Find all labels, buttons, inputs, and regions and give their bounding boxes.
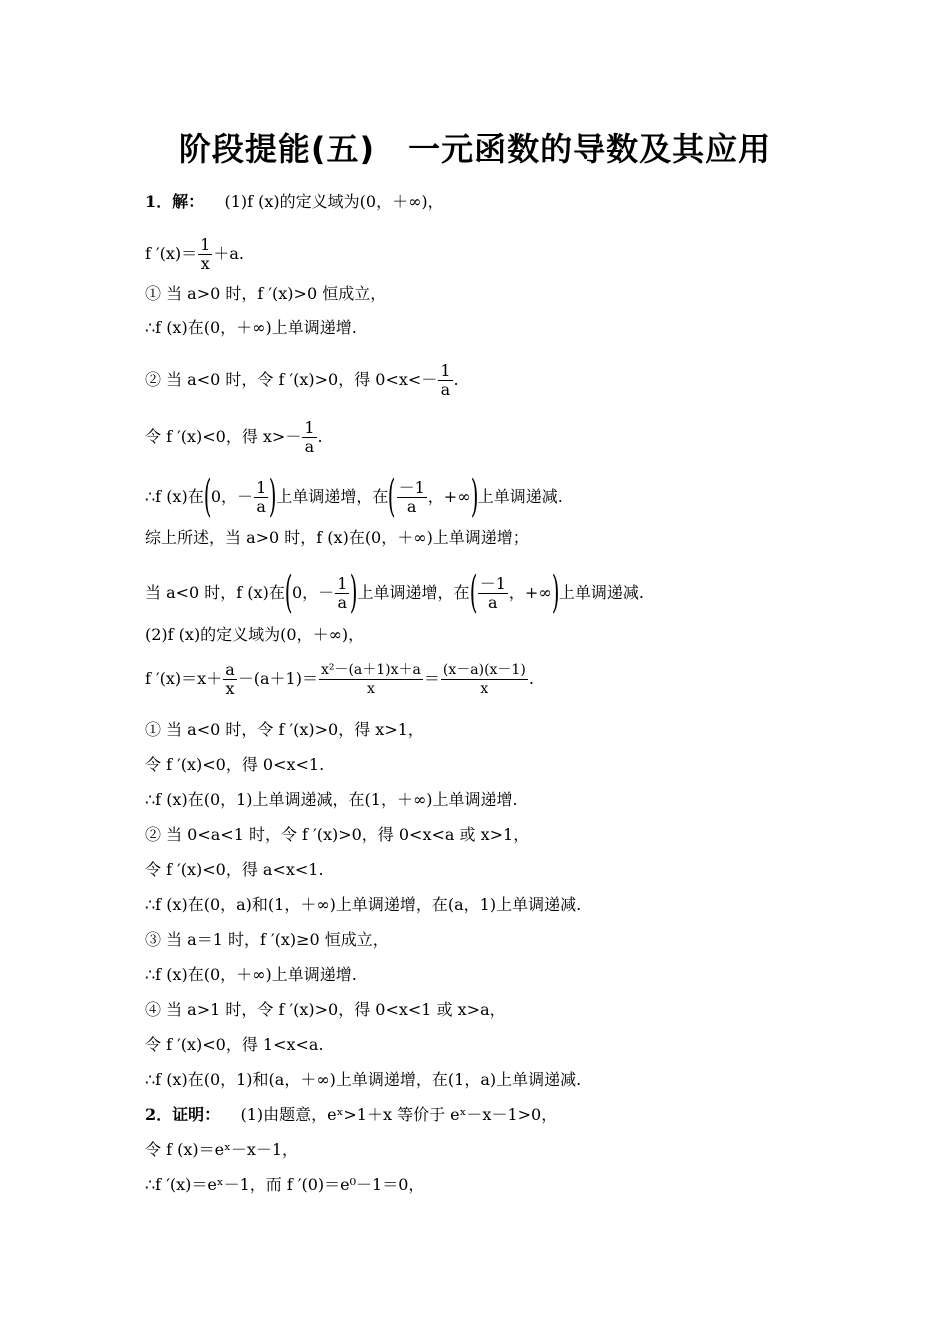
problem-2-header	[145, 1104, 557, 1126]
text: －(a＋1)＝	[237, 669, 318, 688]
fraction	[397, 479, 427, 516]
text: f ′(x)＝x＋	[145, 669, 223, 688]
denominator: a	[256, 496, 266, 516]
fraction	[438, 362, 452, 399]
fraction	[198, 236, 212, 273]
left-paren: (	[203, 471, 212, 522]
numerator: 1	[440, 361, 451, 380]
line-24: 令 f (x)＝eˣ－x－1，	[145, 1140, 299, 1159]
page-title: 阶段提能(五) 一元函数的导数及其应用	[178, 130, 772, 168]
text: 上单调递增，在	[276, 487, 389, 506]
interval-text: ，+∞	[427, 487, 471, 506]
numerator: －1	[398, 477, 425, 497]
text: .	[317, 427, 323, 446]
problem-1-text: (1)f (x)的定义域为(0，＋∞)，	[224, 192, 444, 211]
interval-text: 0，－	[292, 583, 335, 602]
denominator: x	[480, 681, 489, 697]
right-paren: )	[470, 471, 478, 522]
line-18: ③ 当 a＝1 时，f ′(x)≥0 恒成立，	[145, 930, 389, 949]
line-22: ∴f (x)在(0，1)和(a，＋∞)上单调递增，在(1，a)上单调递减.	[145, 1070, 582, 1089]
problem-1-label: 1．解：	[145, 192, 205, 211]
text: ＝	[423, 669, 440, 688]
fraction	[302, 419, 316, 456]
line-20: ④ 当 a>1 时，令 f ′(x)>0，得 0<x<1 或 x>a，	[145, 1000, 506, 1019]
right-paren: )	[268, 471, 277, 522]
denominator: x	[366, 681, 375, 697]
fraction	[335, 575, 349, 612]
fraction	[478, 575, 508, 612]
fraction	[223, 661, 237, 698]
numerator: 1	[200, 235, 211, 254]
denominator: a	[488, 592, 498, 612]
left-paren: (	[469, 567, 478, 618]
right-paren: )	[551, 567, 560, 618]
interval-text: 0，－	[210, 487, 254, 506]
text: 上单调递减.	[477, 487, 563, 506]
fraction	[441, 661, 528, 698]
denominator: a	[406, 496, 417, 516]
text: .	[453, 370, 459, 389]
text: .	[528, 669, 534, 688]
problem-1-header	[145, 191, 444, 213]
line-16: 令 f ′(x)<0，得 a<x<1.	[145, 860, 324, 879]
interval-text: ，+∞	[508, 583, 552, 602]
text: 上单调递减.	[558, 583, 644, 602]
line-17: ∴f (x)在(0，a)和(1，＋∞)上单调递增，在(a，1)上单调递减.	[145, 895, 582, 914]
denominator: a	[304, 437, 315, 456]
denominator: x	[225, 679, 235, 698]
line-19: ∴f (x)在(0，＋∞)上单调递增.	[145, 965, 357, 984]
denominator: a	[440, 380, 451, 399]
line-15: ② 当 0<a<1 时，令 f ′(x)>0，得 0<x<a 或 x>1，	[145, 825, 530, 844]
right-paren: )	[350, 567, 358, 618]
denominator: a	[337, 592, 348, 612]
text: 当 a<0 时，f (x)在	[145, 583, 285, 602]
line-14: ∴f (x)在(0，1)上单调递减，在(1，＋∞)上单调递增.	[145, 790, 518, 809]
problem-2-text: (1)由题意，eˣ>1＋x 等价于 eˣ－x－1>0，	[240, 1105, 558, 1124]
line-9	[145, 567, 644, 618]
line-6	[145, 419, 323, 456]
text: f ′(x)＝	[145, 244, 198, 263]
line-3: ① 当 a>0 时，f ′(x)>0 恒成立，	[145, 284, 387, 303]
line-11	[145, 661, 534, 698]
denominator: x	[200, 254, 210, 273]
text: ＋a.	[213, 244, 244, 263]
line-7	[145, 471, 563, 522]
fraction	[254, 479, 268, 516]
left-paren: (	[388, 471, 396, 522]
numerator: a	[225, 660, 235, 679]
line-12: ① 当 a<0 时，令 f ′(x)>0，得 x>1，	[145, 720, 424, 739]
line-5	[145, 362, 459, 399]
numerator: 1	[337, 573, 348, 593]
problem-2-label: 2．证明：	[145, 1105, 221, 1124]
line-10: (2)f (x)的定义域为(0，＋∞)，	[145, 625, 365, 644]
numerator: 1	[304, 418, 315, 437]
line-derivative	[145, 236, 244, 273]
fraction	[319, 661, 423, 698]
text: ∴f (x)在	[145, 487, 204, 506]
left-paren: (	[284, 567, 293, 618]
numerator: －1	[479, 573, 506, 593]
line-21: 令 f ′(x)<0，得 1<x<a.	[145, 1035, 324, 1054]
line-4: ∴f (x)在(0，＋∞)上单调递增.	[145, 318, 357, 337]
numerator: (x－a)(x－1)	[442, 662, 526, 678]
line-8: 综上所述，当 a>0 时，f (x)在(0，＋∞)上单调递增；	[145, 528, 529, 547]
numerator: 1	[256, 477, 267, 497]
text: 令 f ′(x)<0，得 x>－	[145, 427, 302, 446]
line-25: ∴f ′(x)＝eˣ－1，而 f ′(0)＝e⁰－1＝0，	[145, 1175, 425, 1194]
text: ② 当 a<0 时，令 f ′(x)>0，得 0<x<－	[145, 370, 438, 389]
line-13: 令 f ′(x)<0，得 0<x<1.	[145, 755, 325, 774]
text: 上单调递增，在	[357, 583, 470, 602]
numerator: x²－(a＋1)x＋a	[320, 662, 421, 678]
